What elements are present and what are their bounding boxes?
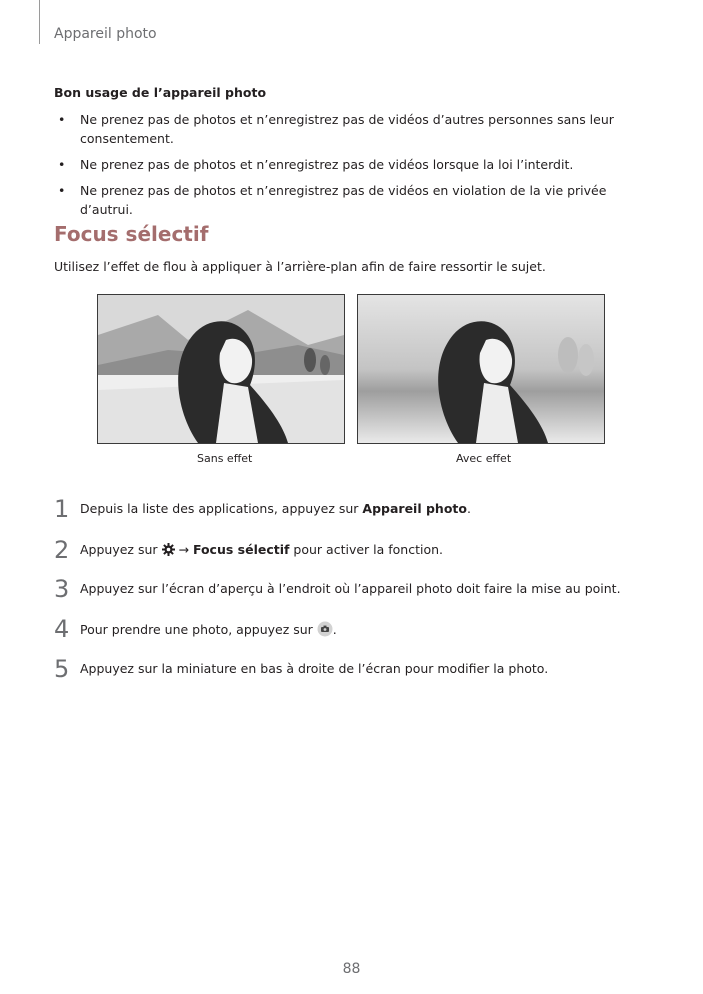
list-item: • Ne prenez pas de photos et n’enregistrez pas de vidéos lorsque la loi l’interdit. [58,157,574,172]
page-number: 88 [342,961,361,977]
usage-bullet-list [54,110,654,226]
bullet-dot: • [58,183,66,198]
section-intro: Utilisez l’effet de flou à appliquer à l’arrière-plan afin de faire ressortir le sujet. [54,259,546,274]
header-rule [39,0,40,44]
usage-heading: Bon usage de l’appareil photo [54,85,267,100]
header-title: Appareil photo [54,26,157,42]
camera-button-icon [317,621,333,640]
step-number: 3 [54,575,70,603]
caption-with-effect: Avec effet [456,452,512,465]
photo-without-effect [97,294,345,444]
app-name: Appareil photo [362,501,467,516]
gear-icon [162,543,175,559]
step-number: 2 [54,536,70,564]
list-item: • Ne prenez pas de photos et n’enregistrez pas de vidéos d’autres personnes sans leur consentement. [58,112,614,146]
arrow-glyph: → [174,542,193,557]
step-number: 4 [54,615,70,643]
caption-without-effect: Sans effet [197,452,253,465]
step-number: 5 [54,655,70,683]
mode-name: Focus sélectif [192,542,290,557]
list-item: • Ne prenez pas de photos et n’enregistrez pas de vidéos en violation de la vie privée d’autrui. [58,183,607,217]
bullet-dot: • [58,112,66,127]
step-number: 1 [54,495,70,523]
section-title: Focus sélectif [54,222,209,246]
bullet-dot: • [58,157,66,172]
photo-with-effect [357,294,605,444]
